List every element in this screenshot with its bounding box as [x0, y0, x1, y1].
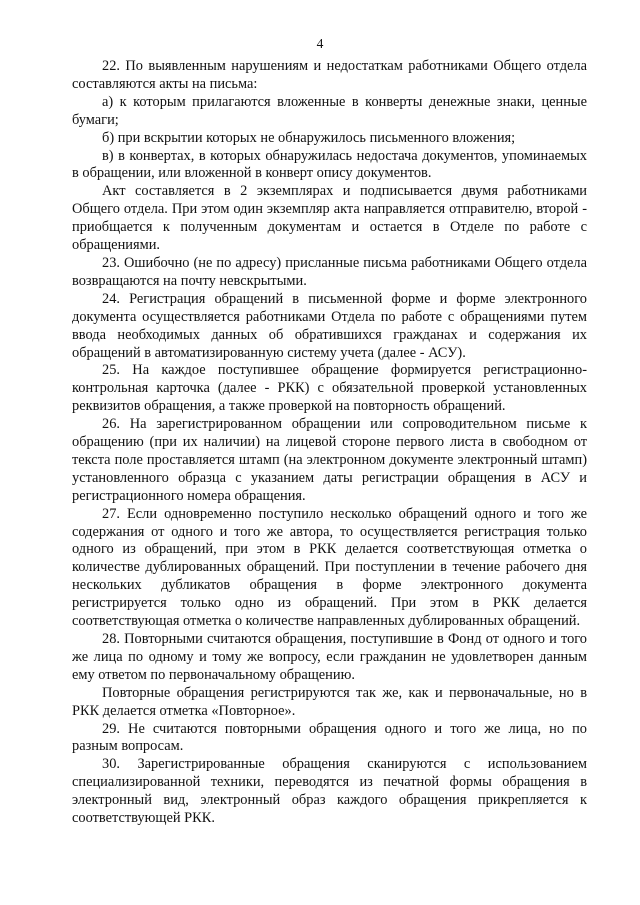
- paragraph-22: 22. По выявленным нарушениям и недостаткам работниками Общего отдела составляются акты на письма:: [72, 58, 587, 92]
- paragraph-23: 23. Ошибочно (не по адресу) присланные письма работниками Общего отдела возвращаются на почту невскрытыми.: [72, 254, 587, 289]
- paragraph-22a: а) к которым прилагаются вложенные в конверты денежные знаки, ценные бумаги;: [72, 93, 587, 128]
- paragraph-28-repeat: Повторные обращения регистрируются так же, как и первоначальные, но в РКК делается отметка «Повторное».: [72, 684, 587, 719]
- paragraph-26: 26. На зарегистрированном обращении или сопроводительном письме к обращению (при их наличии) на лицевой стороне первого листа в свободном от текста поле проставляется штамп (на электронном документе электронный штамп) установленного образца с указанием даты регистрации обращения в АСУ и регистрационного номера обращения.: [72, 416, 587, 504]
- paragraph-27: 27. Если одновременно поступило несколько обращений одного и того же содержания от одного и того же автора, то осуществляется регистрация только одного из обращений, при этом в РКК делается соответствующая отметка о количестве дублированных обращений. При поступлении в течение рабочего дня нескольких дубликатов обращения в форме электронного документа регистрируется только одно из обращений. При этом в РКК делается соответствующая отметка о количестве направленных дублированных обращений.: [72, 505, 587, 630]
- paragraph-29: 29. Не считаются повторными обращения одного и того же лица, но по разным вопросам.: [72, 720, 587, 755]
- document-body: [72, 58, 587, 828]
- paragraph-act: Акт составляется в 2 экземплярах и подписывается двумя работниками Общего отдела. При этом один экземпляр акта направляется отправителю, второй - приобщается к полученным документам и остается в Отделе по работе с обращениями.: [72, 183, 587, 254]
- paragraph-30: 30. Зарегистрированные обращения сканируются с использованием специализированной техники, переводятся из печатной формы обращения в электронный вид, электронный образ каждого обращения прикрепляется к соответствующей РКК.: [72, 756, 587, 827]
- paragraph-25: 25. На каждое поступившее обращение формируется регистрационно-контрольная карточка (далее - РКК) с обязательной проверкой установленных реквизитов обращения, а также проверкой на повторность обращений.: [72, 362, 587, 415]
- paragraph-28: 28. Повторными считаются обращения, поступившие в Фонд от одного и того же лица по одному и тому же вопросу, если гражданин не удовлетворен данным ему ответом по первоначальному обращению.: [72, 631, 587, 683]
- page-number: 4: [316, 36, 324, 51]
- paragraph-22b: б) при вскрытии которых не обнаружилось письменного вложения;: [102, 129, 516, 146]
- paragraph-24: 24. Регистрация обращений в письменной форме и форме электронного документа осуществляется работниками Отдела по работе с обращениями путем ввода необходимых данных об обратившихся гражданах и содержания их обращений в автоматизированную систему учета (далее - АСУ).: [72, 290, 587, 361]
- paragraph-22v: в) в конвертах, в которых обнаружилась недостача документов, упоминаемых в обращении, или вложенной в конверт опису документов.: [72, 147, 587, 182]
